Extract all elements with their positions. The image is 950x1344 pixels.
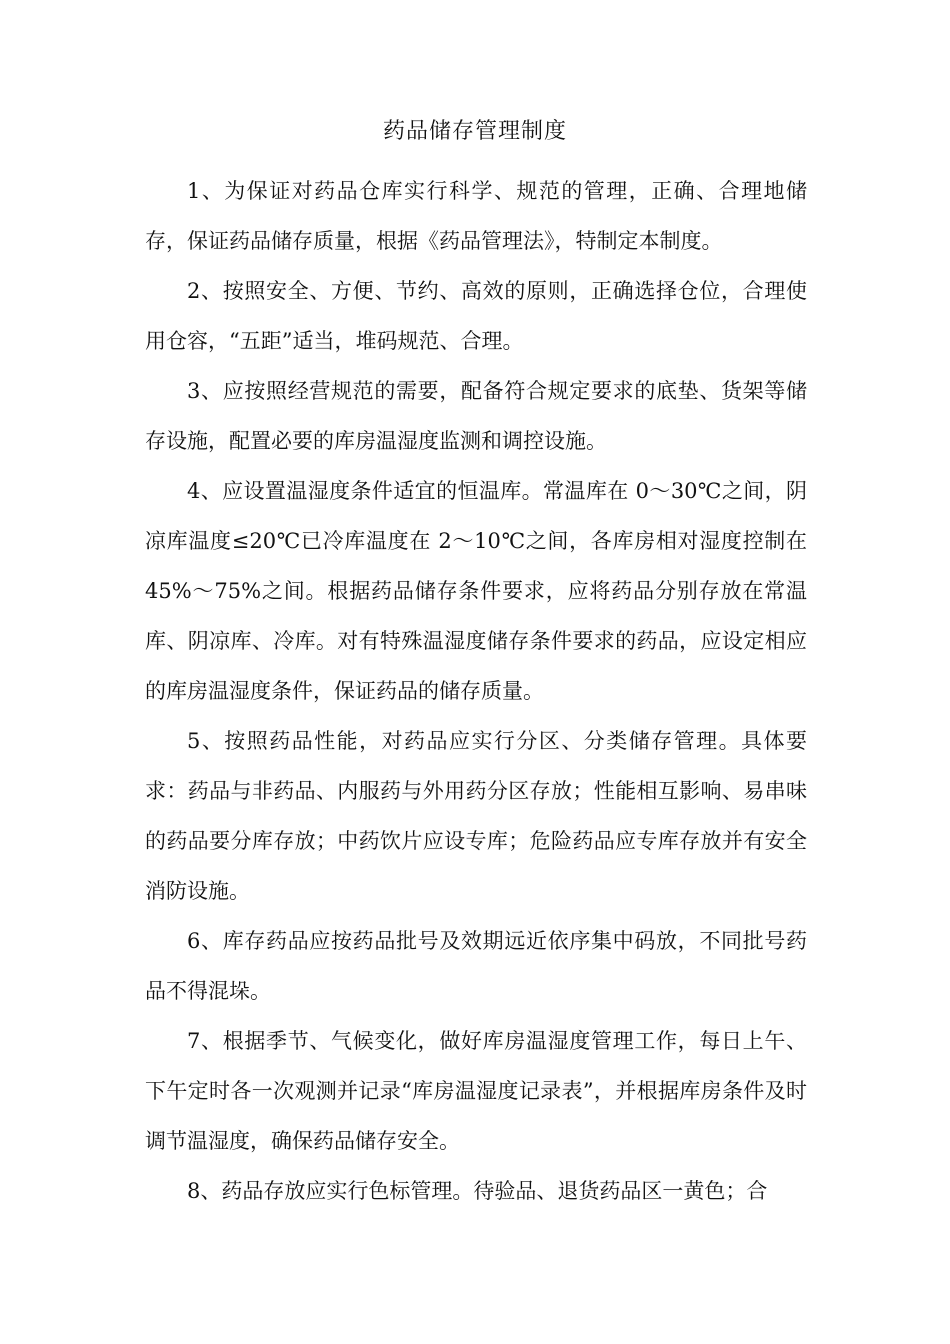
paragraph-5: 5、按照药品性能，对药品应实行分区、分类储存管理。具体要求：药品与非药品、内服药与外用药分区存放；性能相互影响、易串味的药品要分库存放；中药饮片应设专库；危险药品应专库存放并有安全消防设施。 — [145, 729, 807, 903]
paragraph-2: 2、按照安全、方便、节约、高效的原则，正确选择仓位，合理使用仓容，“五距”适当，堆码规范、合理。 — [145, 279, 807, 353]
paragraph-7: 7、根据季节、气候变化，做好库房温湿度管理工作，每日上午、下午定时各一次观测并记录“库房温湿度记录表”，并根据库房条件及时调节温湿度，确保药品储存安全。 — [145, 1029, 807, 1153]
paragraph-4: 4、应设置温湿度条件适宜的恒温库。常温库在 0～30℃之间，阴凉库温度≤20℃已冷库温度在 2～10℃之间，各库房相对湿度控制在 45%～75%之间。根据药品储存条件要求，应将药品分别存放在常温库、阴凉库、冷库。对有特殊温湿度储存条件要求的药品，应设定相应的库房温湿度条件，保证药品的储存质量。 — [145, 479, 807, 703]
paragraph-3: 3、应按照经营规范的需要，配备符合规定要求的底垫、货架等储存设施，配置必要的库房温湿度监测和调控设施。 — [145, 379, 807, 453]
document-title: 药品储存管理制度 — [382, 119, 567, 144]
document-body — [145, 166, 807, 1216]
paragraph-8: 8、药品存放应实行色标管理。待验品、退货药品区一黄色；合 — [187, 1179, 768, 1203]
paragraph-1: 1、为保证对药品仓库实行科学、规范的管理，正确、合理地储存，保证药品储存质量，根据《药品管理法》，特制定本制度。 — [145, 179, 807, 253]
paragraph-6: 6、库存药品应按药品批号及效期远近依序集中码放，不同批号药品不得混垛。 — [145, 929, 807, 1003]
